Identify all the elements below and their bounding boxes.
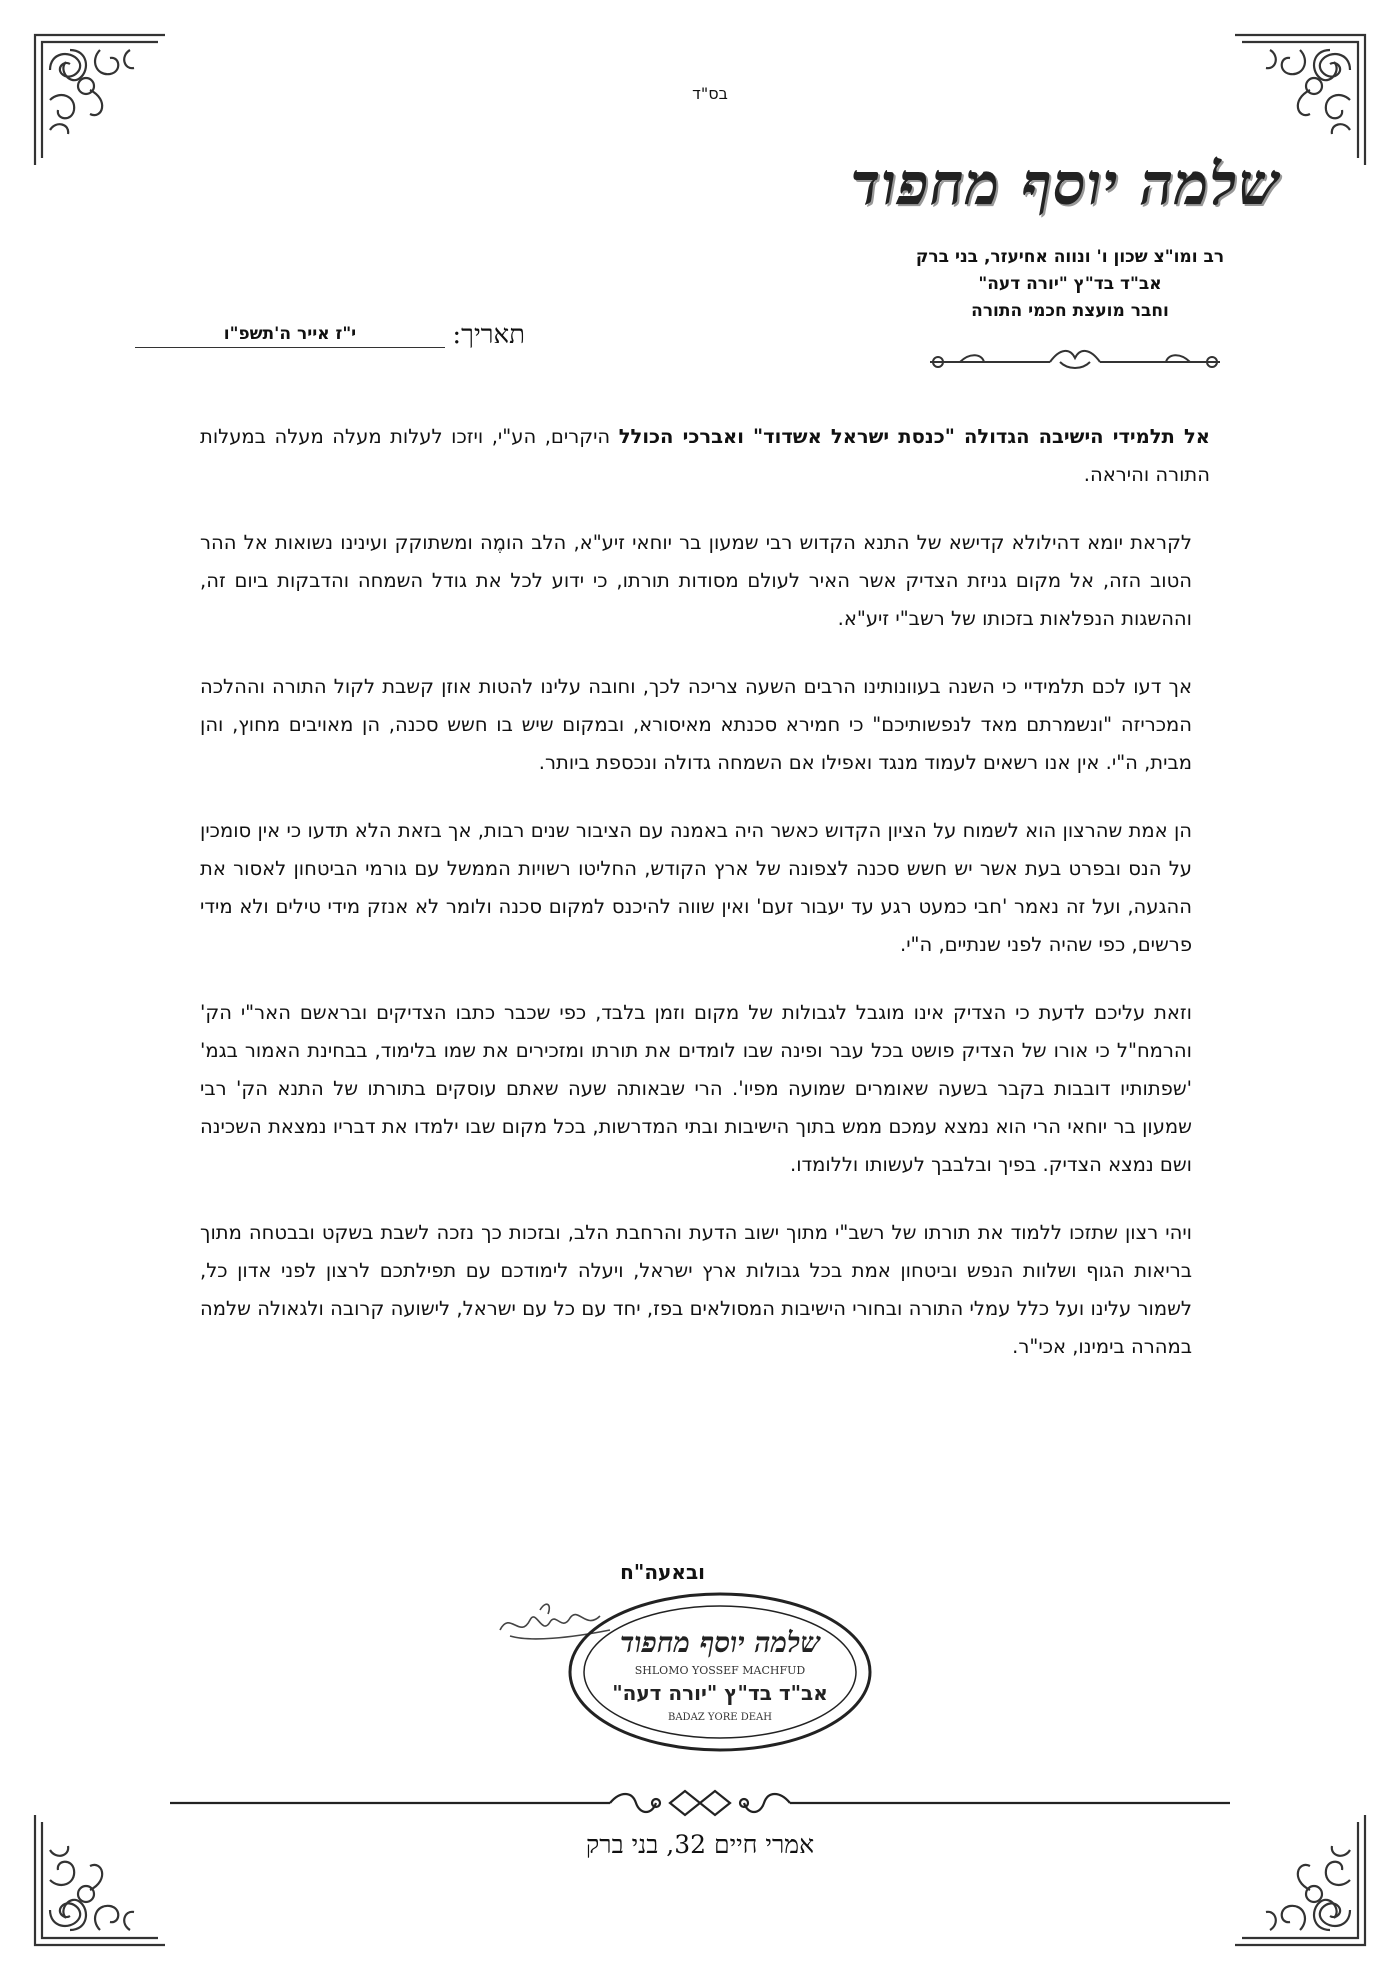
stamp-latin-title: BADAZ YORE DEAH — [667, 1712, 773, 1723]
letterhead-title-line: רב ומו"צ שכון ו' ונווה אחיעזר, בני ברק — [915, 247, 1225, 267]
letter-opening — [200, 418, 1210, 494]
footer-ornament — [170, 1785, 1230, 1821]
bsd-mark: בס"ד — [692, 84, 728, 103]
letterhead-titles — [880, 244, 1260, 325]
corner-ornament-top-left — [30, 30, 170, 170]
rabbinical-stamp — [565, 1590, 875, 1755]
letter-opening-bold: אל תלמידי הישיבה הגדולה "כנסת ישראל אשדוד" ואברכי הכולל — [618, 425, 1211, 448]
letter-paragraph: לקראת יומא דהילולא קדישא של התנא הקדוש רבי שמעון בר יוחאי זיע"א, הלב הומֶה ומשתוקק ועינינו נשואות אל ההר הטוב הזה, אל מקום גניזת הצדיק אשר האיר לעולם מסודות תורתו, כי ידוע לכל את גודל השמחה והדבקות ביום זה, וההשגות הנפלאות בזכותו של רשב"י זיע"א. — [200, 531, 1192, 630]
date-underline — [135, 347, 445, 348]
corner-ornament-bottom-right — [1230, 1810, 1370, 1950]
letterhead-title-line: וחבר מועצת חכמי התורה — [971, 301, 1169, 321]
header-flourish — [920, 344, 1230, 374]
letterhead-title-line: אב"ד בד"ץ "יורה דעה" — [978, 274, 1162, 294]
letter-paragraph: וזאת עליכם לדעת כי הצדיק אינו מוגבל לגבולות של מקום וזמן בלבד, כפי שכבר כתבו הצדיקים ובראשם האר"י הק' והרמח"ל כי אורו של הצדיק פושט בכל עבר ופינה שבו לומדים את תורתו ומזכירים את שמו בלימוד, בבחינת האמור בגמ' 'שפתותיו דובבות בקבר בשעה שאומרים שמועה מפיו'. הרי שבאותה שעה שאתם עוסקים בתורתו של התנא הק' רבי שמעון בר יוחאי הרי הוא נמצא עמכם ממש בתוך הישיבות ובתי המדרשות, בכל מקום שבו ילמדו את דבריו נמצאת השכינה ושם נמצא הצדיק. בפיך ובלבבך לעשותו וללומדו. — [200, 1001, 1192, 1176]
date-field — [135, 318, 525, 352]
corner-ornament-bottom-left — [30, 1810, 170, 1950]
footer-address: אמרי חיים 32, בני ברק — [585, 1830, 815, 1859]
letter-body — [200, 418, 1210, 1396]
stamp-latin-name: SHLOMO YOSSEF MACHFUD — [634, 1664, 806, 1677]
date-value: י"ז אייר ה'תשפ"ו — [223, 324, 357, 344]
corner-ornament-top-right — [1230, 30, 1370, 170]
stamp-hebrew-title: אב"ד בד"ץ "יורה דעה" — [612, 1681, 828, 1705]
stamp-hebrew-name: שלמה יוסף מחפוד — [619, 1626, 821, 1659]
letter-opening-rest: היקרים, הע"י, ויזכו לעלות מעלה מעלה במעלות התורה והיראה. — [200, 425, 1210, 486]
letter-paragraph: ויהי רצון שתזכו ללמוד את תורתו של רשב"י מתוך ישוב הדעת והרחבת הלב, ובזכות כך נזכה לשבת בשקט ובבטחה מתוך בריאות הגוף ושלוות הנפש וביטחון אמת בכל גבולות ארץ ישראל, ויעלה לימודכם עם תפילתכם לרצון לפני אדון כל, לשמור עלינו ועל כלל עמלי התורה ובחורי הישיבות המסולאים בפז, יחד עם כל עם ישראל, לישועה קרובה ולגאולה שלמה במהרה בימינו, אכי"ר. — [200, 1221, 1192, 1358]
letterhead-name: שלמה יוסף מחפוד — [850, 150, 1280, 218]
closing-line: ובאעה"ח — [620, 1560, 705, 1584]
letter-paragraph: הן אמת שהרצון הוא לשמוח על הציון הקדוש כאשר היה באמנה עם הציבור שנים רבות, אך בזאת הלא תדעו כי אין סומכין על הנס ובפרט בעת אשר יש חשש סכנה לצפונה של ארץ הקודש, החליטו רשויות הממשל עם גורמי הביטחון לאסור את ההגעה, ועל זה נאמר 'חבי כמעט רגע עד יעבור זעם' ואין שווה להיכנס למקום סכנה ולומר לא אנזק מידי טילים ולא מידי פרשים, כפי שהיה לפני שנתיים, ה"י. — [200, 819, 1192, 956]
letter-paragraph: אך דעו לכם תלמידיי כי השנה בעוונותינו הרבים השעה צריכה לכך, וחובה עלינו להטות אוזן קשבת לקול התורה וההלכה המכריזה "ונשמרתם מאד לנפשותיכם" כי חמירא סכנתא מאיסורא, ובמקום שיש בו חשש סכנה, הן מאויבים מחוץ, והן מבית, ה"י. אין אנו רשאים לעמוד מנגד ואפילו אם השמחה גדולה ונכספת ביותר. — [200, 675, 1192, 774]
date-label: תאריך: — [452, 320, 525, 350]
